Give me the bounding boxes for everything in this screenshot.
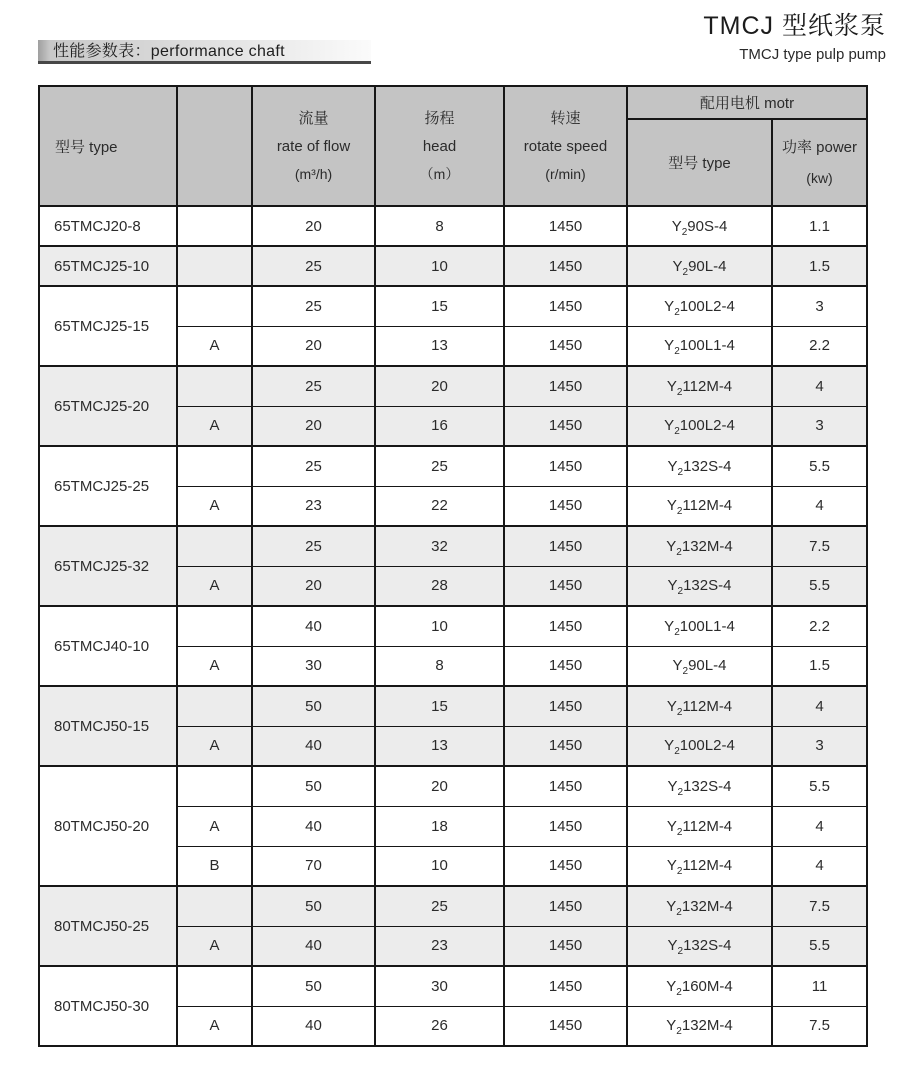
cell-variant xyxy=(177,606,252,646)
table-row xyxy=(39,286,867,326)
cell-flow: 50 xyxy=(252,886,375,926)
cell-variant: B xyxy=(177,846,252,886)
cell-head: 10 xyxy=(375,246,504,286)
cell-flow: 40 xyxy=(252,1006,375,1046)
cell-flow: 30 xyxy=(252,646,375,686)
header-row-1 xyxy=(39,86,867,119)
section-title: 性能参数表：performance chaft xyxy=(53,43,285,60)
cell-head: 13 xyxy=(375,326,504,366)
section-title-bar xyxy=(38,40,371,64)
cell-model: 65TMCJ25-15 xyxy=(39,286,177,366)
cell-head: 8 xyxy=(375,206,504,246)
cell-model: 65TMCJ40-10 xyxy=(39,606,177,686)
cell-power: 1.5 xyxy=(772,646,867,686)
cell-model: 80TMCJ50-15 xyxy=(39,686,177,766)
header-speed xyxy=(504,86,627,206)
cell-variant: A xyxy=(177,806,252,846)
cell-power: 1.1 xyxy=(772,206,867,246)
header-head-zh: 扬程 xyxy=(424,109,455,127)
cell-motor: $Y_2132M-4$ xyxy=(627,1006,772,1046)
cell-model: 65TMCJ25-10 xyxy=(39,246,177,286)
cell-variant: A xyxy=(177,1006,252,1046)
cell-motor: $Y_2112M-4$ xyxy=(627,686,772,726)
cell-model: 65TMCJ25-20 xyxy=(39,366,177,446)
cell-power: 7.5 xyxy=(772,886,867,926)
cell-speed: 1450 xyxy=(504,406,627,446)
cell-flow: 25 xyxy=(252,446,375,486)
cell-variant xyxy=(177,206,252,246)
header-head-en: head xyxy=(422,137,457,155)
table-body xyxy=(39,206,867,1046)
header-motor-power xyxy=(772,119,867,206)
header-motor-model: 型号 type xyxy=(627,119,772,206)
cell-flow: 25 xyxy=(252,286,375,326)
cell-variant xyxy=(177,886,252,926)
cell-head: 25 xyxy=(375,886,504,926)
table-row xyxy=(39,606,867,646)
cell-flow: 25 xyxy=(252,366,375,406)
header-speed-unit: (r/min) xyxy=(545,166,586,183)
cell-variant xyxy=(177,366,252,406)
performance-table xyxy=(38,85,868,1047)
cell-speed: 1450 xyxy=(504,646,627,686)
cell-power: 4 xyxy=(772,806,867,846)
cell-motor: $Y_2112M-4$ xyxy=(627,846,772,886)
cell-motor: $Y_2132S-4$ xyxy=(627,766,772,806)
cell-head: 30 xyxy=(375,966,504,1006)
cell-speed: 1450 xyxy=(504,446,627,486)
cell-power: 4 xyxy=(772,846,867,886)
cell-head: 20 xyxy=(375,366,504,406)
cell-power: 3 xyxy=(772,726,867,766)
cell-motor: $Y_2132S-4$ xyxy=(627,926,772,966)
cell-head: 10 xyxy=(375,606,504,646)
cell-flow: 50 xyxy=(252,766,375,806)
cell-variant xyxy=(177,766,252,806)
table-row xyxy=(39,206,867,246)
cell-model: 65TMCJ20-8 xyxy=(39,206,177,246)
table-row xyxy=(39,366,867,406)
cell-variant xyxy=(177,686,252,726)
cell-motor: $Y_2132S-4$ xyxy=(627,566,772,606)
cell-power: 2.2 xyxy=(772,326,867,366)
header-flow xyxy=(252,86,375,206)
cell-speed: 1450 xyxy=(504,326,627,366)
cell-model: 80TMCJ50-20 xyxy=(39,766,177,886)
cell-flow: 20 xyxy=(252,406,375,446)
table-row xyxy=(39,886,867,926)
doc-title xyxy=(703,6,886,63)
cell-speed: 1450 xyxy=(504,526,627,566)
cell-motor: $Y_2132S-4$ xyxy=(627,446,772,486)
cell-flow: 20 xyxy=(252,206,375,246)
cell-power: 1.5 xyxy=(772,246,867,286)
cell-variant xyxy=(177,526,252,566)
cell-motor: $Y_290L-4$ xyxy=(627,646,772,686)
cell-power: 3 xyxy=(772,406,867,446)
cell-speed: 1450 xyxy=(504,726,627,766)
cell-head: 15 xyxy=(375,286,504,326)
cell-variant: A xyxy=(177,646,252,686)
cell-model: 80TMCJ50-30 xyxy=(39,966,177,1046)
table-row xyxy=(39,686,867,726)
cell-speed: 1450 xyxy=(504,766,627,806)
cell-speed: 1450 xyxy=(504,206,627,246)
cell-variant: A xyxy=(177,406,252,446)
header-variant-blank xyxy=(177,86,252,206)
header-speed-zh: 转速 xyxy=(550,109,581,127)
cell-flow: 40 xyxy=(252,726,375,766)
table-row xyxy=(39,766,867,806)
cell-power: 7.5 xyxy=(772,1006,867,1046)
cell-head: 25 xyxy=(375,446,504,486)
cell-speed: 1450 xyxy=(504,286,627,326)
cell-motor: $Y_290S-4$ xyxy=(627,206,772,246)
cell-motor: $Y_2112M-4$ xyxy=(627,486,772,526)
cell-model: 65TMCJ25-32 xyxy=(39,526,177,606)
table-row xyxy=(39,246,867,286)
cell-motor: $Y_290L-4$ xyxy=(627,246,772,286)
cell-head: 32 xyxy=(375,526,504,566)
cell-power: 4 xyxy=(772,366,867,406)
header-head-unit: （m） xyxy=(419,166,460,183)
cell-motor: $Y_2132M-4$ xyxy=(627,886,772,926)
cell-head: 23 xyxy=(375,926,504,966)
cell-flow: 70 xyxy=(252,846,375,886)
cell-variant: A xyxy=(177,566,252,606)
table-row xyxy=(39,446,867,486)
cell-power: 4 xyxy=(772,686,867,726)
cell-variant xyxy=(177,966,252,1006)
table-row xyxy=(39,526,867,566)
cell-flow: 50 xyxy=(252,966,375,1006)
cell-speed: 1450 xyxy=(504,846,627,886)
cell-motor: $Y_2112M-4$ xyxy=(627,806,772,846)
cell-model: 65TMCJ25-25 xyxy=(39,446,177,526)
header-flow-en: rate of flow xyxy=(276,137,351,155)
table-row xyxy=(39,966,867,1006)
cell-power: 5.5 xyxy=(772,926,867,966)
cell-speed: 1450 xyxy=(504,366,627,406)
cell-speed: 1450 xyxy=(504,566,627,606)
cell-flow: 50 xyxy=(252,686,375,726)
header-model: 型号 type xyxy=(39,86,177,206)
cell-variant xyxy=(177,446,252,486)
cell-speed: 1450 xyxy=(504,486,627,526)
cell-speed: 1450 xyxy=(504,806,627,846)
cell-flow: 40 xyxy=(252,606,375,646)
cell-head: 16 xyxy=(375,406,504,446)
header-flow-zh: 流量 xyxy=(298,109,329,127)
cell-head: 15 xyxy=(375,686,504,726)
cell-head: 10 xyxy=(375,846,504,886)
cell-motor: $Y_2132M-4$ xyxy=(627,526,772,566)
cell-motor: $Y_2100L2-4$ xyxy=(627,286,772,326)
cell-flow: 23 xyxy=(252,486,375,526)
cell-motor: $Y_2112M-4$ xyxy=(627,366,772,406)
cell-flow: 25 xyxy=(252,246,375,286)
table-header xyxy=(39,86,867,206)
cell-head: 8 xyxy=(375,646,504,686)
cell-motor: $Y_2100L1-4$ xyxy=(627,326,772,366)
cell-flow: 20 xyxy=(252,566,375,606)
cell-motor: $Y_2100L1-4$ xyxy=(627,606,772,646)
cell-power: 7.5 xyxy=(772,526,867,566)
cell-power: 4 xyxy=(772,486,867,526)
cell-power: 5.5 xyxy=(772,766,867,806)
header-motor-group: 配用电机 motr xyxy=(627,86,867,119)
cell-model: 80TMCJ50-25 xyxy=(39,886,177,966)
cell-variant: A xyxy=(177,486,252,526)
cell-head: 13 xyxy=(375,726,504,766)
cell-speed: 1450 xyxy=(504,606,627,646)
cell-variant xyxy=(177,246,252,286)
cell-speed: 1450 xyxy=(504,686,627,726)
cell-speed: 1450 xyxy=(504,1006,627,1046)
header-motor-power-unit: (kw) xyxy=(806,169,833,186)
cell-power: 2.2 xyxy=(772,606,867,646)
cell-flow: 40 xyxy=(252,926,375,966)
cell-variant xyxy=(177,286,252,326)
cell-variant: A xyxy=(177,926,252,966)
cell-motor: $Y_2160M-4$ xyxy=(627,966,772,1006)
header-speed-en: rotate speed xyxy=(523,137,608,155)
doc-title-zh: TMCJ 型纸浆泵 xyxy=(703,12,886,40)
cell-flow: 25 xyxy=(252,526,375,566)
cell-speed: 1450 xyxy=(504,246,627,286)
header-flow-unit: (m³/h) xyxy=(294,166,333,183)
header-motor-power-label: 功率 power xyxy=(781,139,858,157)
cell-speed: 1450 xyxy=(504,966,627,1006)
cell-motor: $Y_2100L2-4$ xyxy=(627,726,772,766)
cell-variant: A xyxy=(177,326,252,366)
cell-speed: 1450 xyxy=(504,926,627,966)
cell-motor: $Y_2100L2-4$ xyxy=(627,406,772,446)
doc-title-en: TMCJ type pulp pump xyxy=(739,46,886,63)
cell-flow: 40 xyxy=(252,806,375,846)
header-head xyxy=(375,86,504,206)
cell-power: 3 xyxy=(772,286,867,326)
cell-power: 5.5 xyxy=(772,446,867,486)
cell-head: 26 xyxy=(375,1006,504,1046)
cell-speed: 1450 xyxy=(504,886,627,926)
cell-head: 28 xyxy=(375,566,504,606)
cell-power: 5.5 xyxy=(772,566,867,606)
cell-head: 20 xyxy=(375,766,504,806)
cell-head: 22 xyxy=(375,486,504,526)
cell-power: 11 xyxy=(772,966,867,1006)
cell-flow: 20 xyxy=(252,326,375,366)
cell-variant: A xyxy=(177,726,252,766)
cell-head: 18 xyxy=(375,806,504,846)
